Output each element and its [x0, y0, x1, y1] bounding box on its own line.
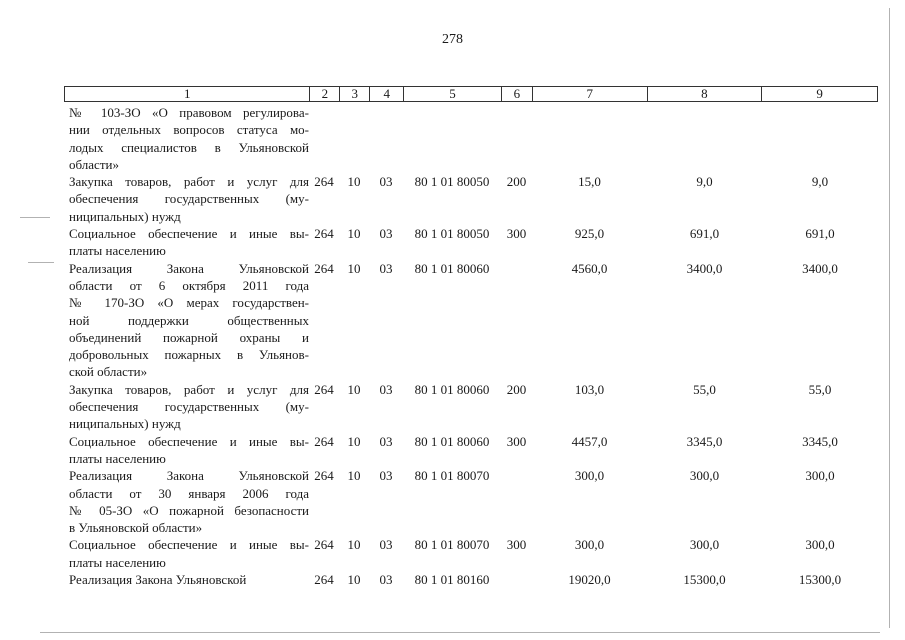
- cell-c7: 4560,0: [571, 260, 608, 276]
- cell-c3: 10: [347, 260, 361, 276]
- cell-name-line: объединений пожарной охраны и: [69, 329, 309, 345]
- table-row: [64, 104, 878, 173]
- cell-c2: 264: [314, 381, 334, 397]
- cell-c3: 10: [347, 226, 361, 242]
- cell-c2: [309, 104, 339, 173]
- cell-c9: [762, 104, 878, 173]
- cell-c7: 300,0: [574, 468, 605, 484]
- cell-c8: 3345,0: [686, 433, 723, 449]
- cell-c4: 03: [379, 226, 393, 242]
- cell-c4: 03: [379, 381, 393, 397]
- cell-c7: 925,0: [574, 226, 605, 242]
- cell-c4: 03: [379, 572, 393, 588]
- header-col-4: 4: [369, 87, 403, 101]
- table-row: [64, 433, 878, 468]
- cell-c8: 9,0: [696, 174, 713, 190]
- cell-name-line: нии отдельных вопросов статуса мо-: [69, 122, 309, 138]
- cell-c8: 15300,0: [683, 572, 726, 588]
- cell-name-line: Закупка товаров, работ и услуг для: [69, 381, 309, 397]
- cell-c6: [501, 104, 532, 173]
- header-col-2: 2: [309, 87, 339, 101]
- cell-c8: 691,0: [689, 226, 720, 242]
- cell-c6: 300: [506, 537, 527, 553]
- table-row: [64, 467, 878, 536]
- table-body: [64, 104, 878, 588]
- cell-name-line: платы населению: [69, 554, 166, 570]
- cell-name-line: обеспечения государственных (му-: [69, 399, 309, 415]
- table-row: [64, 381, 878, 433]
- cell-name-line: ниципальных) нужд: [69, 416, 181, 432]
- header-col-8: 8: [647, 87, 762, 101]
- cell-c8: 300,0: [689, 537, 720, 553]
- cell-name-line: ской области»: [69, 364, 148, 380]
- cell-name-line: № 170-ЗО «О мерах государствен-: [69, 295, 309, 311]
- cell-c9: 9,0: [811, 174, 829, 190]
- header-col-7: 7: [532, 87, 647, 101]
- cell-name-line: ниципальных) нужд: [69, 208, 181, 224]
- cell-name-line: Социальное обеспечение и иные вы-: [69, 226, 309, 242]
- cell-name: [64, 381, 309, 433]
- scan-dash: [20, 217, 50, 218]
- cell-name-line: в Ульяновской области»: [69, 520, 203, 536]
- cell-name: [64, 571, 309, 588]
- cell-c2: 264: [314, 226, 334, 242]
- cell-c2: 264: [314, 433, 334, 449]
- cell-c5: 80 1 01 80070: [414, 468, 490, 484]
- cell-c5: 80 1 01 80060: [414, 260, 490, 276]
- cell-name: [64, 536, 309, 571]
- cell-name-line: № 05-ЗО «О пожарной безопасности: [69, 502, 309, 518]
- cell-c4: 03: [379, 468, 393, 484]
- cell-name: [64, 225, 309, 260]
- cell-c3: 10: [347, 381, 361, 397]
- table-row: [64, 571, 878, 588]
- cell-name-line: области»: [69, 156, 119, 172]
- cell-c3: 10: [347, 174, 361, 190]
- cell-c2: 264: [314, 174, 334, 190]
- cell-c9: 3400,0: [802, 260, 838, 276]
- cell-c7: 300,0: [574, 537, 605, 553]
- cell-c6: 200: [506, 381, 527, 397]
- cell-name-line: Реализация Закона Ульяновской: [69, 468, 309, 484]
- cell-c5: [403, 104, 501, 173]
- header-col-1: 1: [183, 86, 191, 101]
- cell-c5: 80 1 01 80160: [414, 572, 490, 588]
- cell-c2: 264: [314, 572, 334, 588]
- cell-c5: 80 1 01 80050: [414, 226, 490, 242]
- page-number: 278: [442, 32, 463, 47]
- cell-c7: 19020,0: [568, 572, 611, 588]
- cell-name: [64, 104, 309, 173]
- cell-name-line: Реализация Закона Ульяновской: [69, 572, 247, 588]
- cell-name-line: Социальное обеспечение и иные вы-: [69, 537, 309, 553]
- table-header-row: [64, 86, 878, 102]
- cell-name: [64, 173, 309, 225]
- cell-name: [64, 260, 309, 381]
- cell-c6: [501, 260, 532, 381]
- cell-name-line: ной поддержки общественных: [69, 312, 309, 328]
- cell-c4: 03: [379, 537, 393, 553]
- header-col-5: 5: [403, 87, 501, 101]
- cell-c7: 4457,0: [571, 433, 608, 449]
- table-row: [64, 260, 878, 381]
- cell-c3: 10: [347, 572, 361, 588]
- scan-edge-line: [889, 8, 890, 628]
- cell-c6: 300: [506, 433, 527, 449]
- cell-name-line: лодых специалистов в Ульяновской: [69, 139, 309, 155]
- cell-c9: 691,0: [805, 226, 835, 242]
- cell-c6: 300: [506, 226, 527, 242]
- cell-c4: 03: [379, 433, 393, 449]
- cell-c2: 264: [314, 468, 334, 484]
- cell-c5: 80 1 01 80050: [414, 174, 490, 190]
- cell-c9: 300,0: [805, 468, 835, 484]
- cell-name-line: платы населению: [69, 450, 166, 466]
- cell-c4: 03: [379, 174, 393, 190]
- cell-c9: 55,0: [808, 381, 832, 397]
- scan-bottom-line: [40, 632, 880, 633]
- cell-c8: 3400,0: [686, 260, 723, 276]
- header-col-9: 9: [761, 87, 877, 101]
- scan-dash: [28, 262, 54, 263]
- cell-name-line: обеспечения государственных (му-: [69, 191, 309, 207]
- cell-c9: 3345,0: [802, 433, 838, 449]
- cell-c5: 80 1 01 80060: [414, 381, 490, 397]
- header-col-6: 6: [501, 87, 532, 101]
- cell-c6: [501, 571, 532, 588]
- cell-c2: 264: [314, 260, 334, 276]
- cell-c7: 103,0: [574, 381, 605, 397]
- cell-c7: 15,0: [578, 174, 601, 190]
- cell-c4: 03: [379, 260, 393, 276]
- cell-c8: [647, 104, 762, 173]
- cell-c9: 300,0: [805, 537, 835, 553]
- cell-c5: 80 1 01 80060: [414, 433, 490, 449]
- cell-c3: 10: [347, 537, 361, 553]
- cell-c6: 200: [506, 174, 527, 190]
- cell-c8: 300,0: [689, 468, 720, 484]
- table-row: [64, 536, 878, 571]
- cell-c2: 264: [314, 537, 334, 553]
- cell-name-line: области от 6 октября 2011 года: [69, 277, 309, 293]
- cell-name-line: добровольных пожарных в Ульянов-: [69, 347, 309, 363]
- cell-name-line: Социальное обеспечение и иные вы-: [69, 433, 309, 449]
- cell-c4: [369, 104, 403, 173]
- header-col-3: 3: [339, 87, 369, 101]
- cell-name-line: платы населению: [69, 243, 166, 259]
- cell-c9: 15300,0: [798, 572, 842, 588]
- cell-name-line: области от 30 января 2006 года: [69, 485, 309, 501]
- cell-c6: [501, 467, 532, 536]
- cell-c3: [339, 104, 369, 173]
- cell-name-line: Реализация Закона Ульяновской: [69, 260, 309, 276]
- table-row: [64, 225, 878, 260]
- cell-name-line: № 103-ЗО «О правовом регулирова-: [69, 105, 309, 120]
- cell-c3: 10: [347, 468, 361, 484]
- cell-c7: [532, 104, 647, 173]
- table-row: [64, 173, 878, 225]
- cell-name-line: Закупка товаров, работ и услуг для: [69, 174, 309, 190]
- cell-c3: 10: [347, 433, 361, 449]
- cell-c5: 80 1 01 80070: [414, 537, 490, 553]
- cell-name: [64, 433, 309, 468]
- cell-c8: 55,0: [693, 381, 716, 397]
- cell-name: [64, 467, 309, 536]
